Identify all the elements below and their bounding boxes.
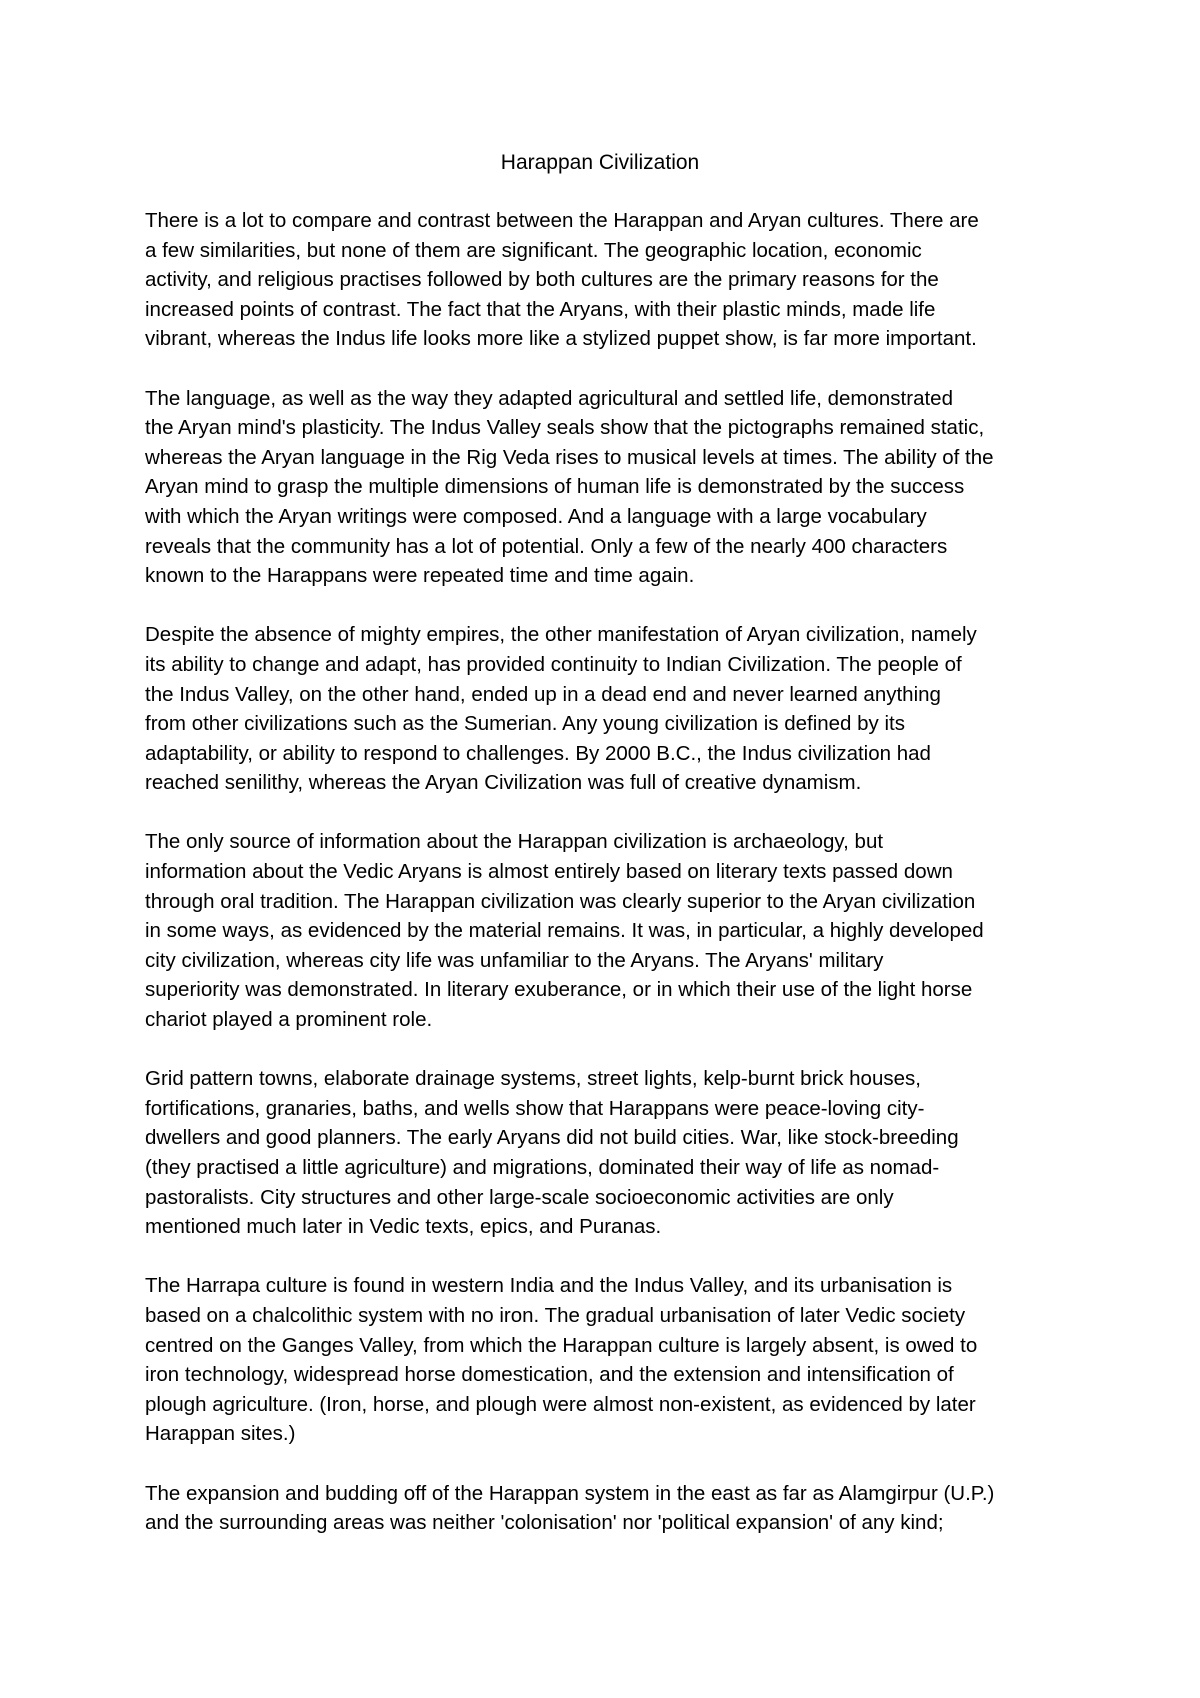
paragraph-1: [145, 206, 1065, 354]
text-line: vibrant, whereas the Indus life looks more like a stylized puppet show, is far more important.: [145, 327, 977, 351]
text-line: adaptability, or ability to respond to challenges. By 2000 B.C., the Indus civilization had: [145, 741, 931, 765]
text-line: its ability to change and adapt, has provided continuity to Indian Civilization. The people of: [145, 652, 962, 676]
text-line: The language, as well as the way they adapted agricultural and settled life, demonstrated: [145, 386, 953, 410]
text-line: Aryan mind to grasp the multiple dimensions of human life is demonstrated by the success: [145, 475, 965, 499]
text-line: Grid pattern towns, elaborate drainage systems, street lights, kelp-burnt brick houses,: [145, 1067, 921, 1091]
text-line: known to the Harappans were repeated time and time again.: [145, 564, 695, 588]
text-line: activity, and religious practises followed by both cultures are the primary reasons for the: [145, 268, 939, 292]
paragraph-6: [145, 1271, 1065, 1449]
text-line: in some ways, as evidenced by the material remains. It was, in particular, a highly developed: [145, 919, 984, 943]
text-line: The expansion and budding off of the Harappan system in the east as far as Alamgirpur (U.P.): [145, 1481, 995, 1505]
text-line: information about the Vedic Aryans is almost entirely based on literary texts passed down: [145, 860, 953, 884]
text-line: the Indus Valley, on the other hand, ended up in a dead end and never learned anything: [145, 682, 941, 706]
text-line: reveals that the community has a lot of potential. Only a few of the nearly 400 characters: [145, 534, 948, 558]
text-line: centred on the Ganges Valley, from which the Harappan culture is largely absent, is owed to: [145, 1333, 978, 1357]
text-line: (they practised a little agriculture) and migrations, dominated their way of life as nomad-: [145, 1156, 940, 1179]
paragraph-4: [145, 827, 1065, 1034]
text-line: reached senilithy, whereas the Aryan Civilization was full of creative dynamism.: [145, 771, 862, 795]
paragraph-5: [145, 1064, 1065, 1242]
text-line: iron technology, widespread horse domestication, and the extension and intensification of: [145, 1363, 954, 1387]
text-line: chariot played a prominent role.: [145, 1008, 433, 1032]
text-line: pastoralists. City structures and other large-scale socioeconomic activities are only: [145, 1185, 894, 1209]
text-line: The Harrapa culture is found in western India and the Indus Valley, and its urbanisation is: [145, 1274, 953, 1298]
text-line: whereas the Aryan language in the Rig Veda rises to musical levels at times. The ability of the: [145, 445, 994, 469]
paragraph-3: [145, 620, 1065, 798]
text-line: through oral tradition. The Harappan civilization was clearly superior to the Aryan civilization: [145, 889, 976, 913]
text-line: and the surrounding areas was neither 'colonisation' nor 'political expansion' of any kind;: [145, 1511, 944, 1535]
text-line: increased points of contrast. The fact that the Aryans, with their plastic minds, made life: [145, 297, 936, 321]
text-line: Despite the absence of mighty empires, the other manifestation of Aryan civilization, namely: [145, 623, 977, 647]
text-line: city civilization, whereas city life was unfamiliar to the Aryans. The Aryans' military: [145, 948, 884, 972]
text-line: mentioned much later in Vedic texts, epics, and Puranas.: [145, 1215, 662, 1239]
text-line: Harappan sites.): [145, 1422, 296, 1446]
text-line: fortifications, granaries, baths, and wells show that Harappans were peace-loving city-: [145, 1096, 925, 1120]
text-line: a few similarities, but none of them are significant. The geographic location, economic: [145, 238, 922, 262]
text-line: from other civilizations such as the Sumerian. Any young civilization is defined by its: [145, 712, 906, 736]
text-line: There is a lot to compare and contrast between the Harappan and Aryan cultures. There are: [145, 209, 979, 232]
text-line: with which the Aryan writings were composed. And a language with a large vocabulary: [145, 504, 927, 528]
document-title: Harappan Civilization: [500, 151, 700, 174]
text-line: The only source of information about the Harappan civilization is archaeology, but: [145, 830, 884, 854]
text-line: dwellers and good planners. The early Aryans did not build cities. War, like stock-breeding: [145, 1126, 959, 1150]
paragraph-7: [145, 1479, 1065, 1538]
text-line: plough agriculture. (Iron, horse, and plough were almost non-existent, as evidenced by later: [145, 1392, 976, 1416]
document-body: [145, 206, 1065, 1567]
text-line: based on a chalcolithic system with no iron. The gradual urbanisation of later Vedic society: [145, 1303, 966, 1327]
text-line: the Aryan mind's plasticity. The Indus Valley seals show that the pictographs remained static,: [145, 416, 985, 440]
paragraph-2: [145, 384, 1065, 591]
text-line: superiority was demonstrated. In literary exuberance, or in which their use of the light horse: [145, 978, 973, 1002]
